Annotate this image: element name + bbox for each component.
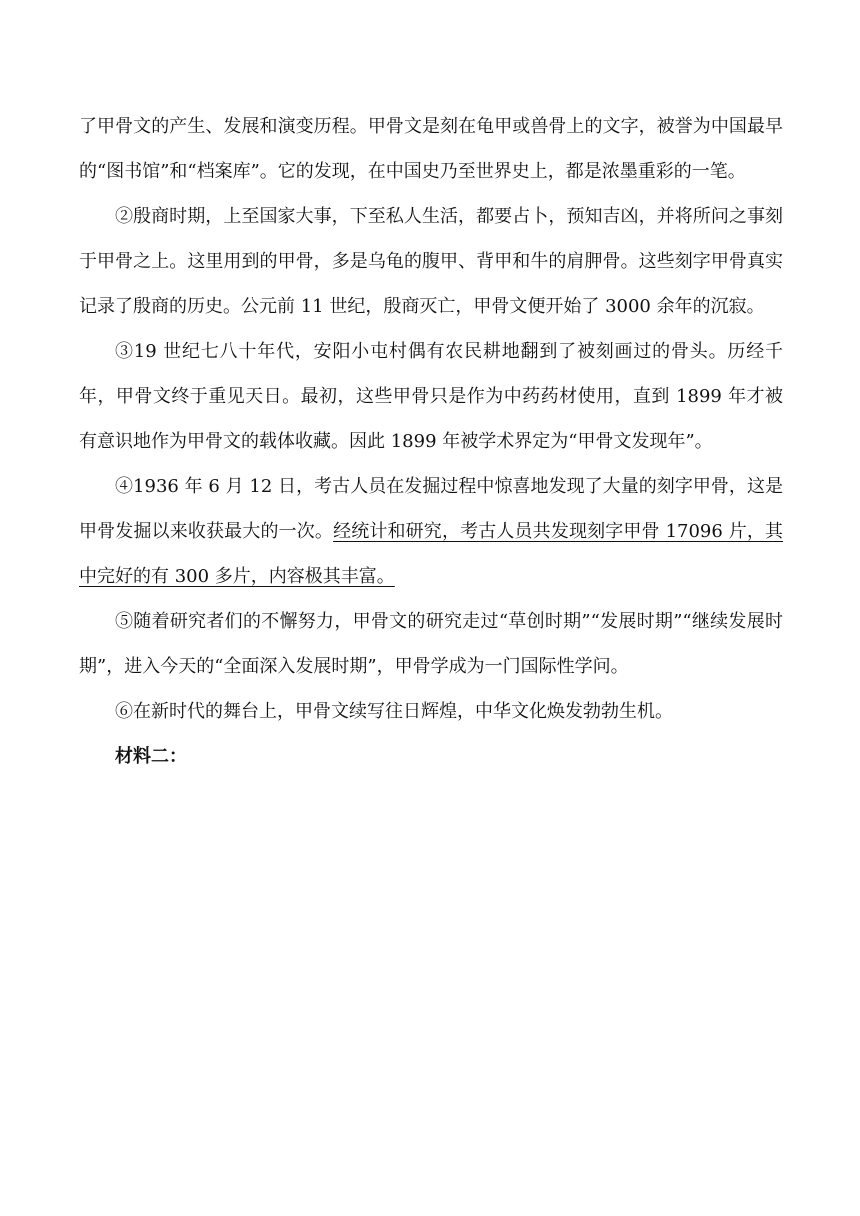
paragraph-3: ③19 世纪七八十年代，安阳小屯村偶有农民耕地翻到了被刻画过的骨头。历经千年，甲骨文终于重见天日。最初，这些甲骨只是作为中药药材使用，直到 1899 年才被有意识地作为甲骨文的载体收藏。因此 1899 年被学术界定为“甲骨文发现年”。 [79,341,783,452]
paragraph-6: ⑥在新时代的舞台上，甲骨文续写往日辉煌，中华文化焕发勃勃生机。 [115,701,673,722]
paragraph-4 [79,464,783,599]
underlined-sentence: 经统计和研究，考古人员共发现刻字甲骨 17096 片，其中完好的有 300 多片，内容极其丰富。 [79,521,784,587]
paragraph-2: ②殷商时期，上至国家大事，下至私人生活，都要占卜，预知吉凶，并将所问之事刻于甲骨之上。这里用到的甲骨，多是乌龟的腹甲、背甲和牛的肩胛骨。这些刻字甲骨真实记录了殷商的历史。公元前 11 世纪，殷商灭亡，甲骨文便开始了 3000 余年的沉寂。 [79,206,783,317]
paragraph-continuation: 了甲骨文的产生、发展和演变历程。甲骨文是刻在龟甲或兽骨上的文字，被誉为中国最早的“图书馆”和“档案库”。它的发现，在中国史乃至世界史上，都是浓墨重彩的一笔。 [79,116,783,182]
document-page [79,104,783,779]
paragraph-4-text: ④1936 年 6 月 12 日，考古人员在发掘过程中惊喜地发现了大量的刻字甲骨，这是甲骨发掘以来收获最大的一次。 [79,476,783,542]
paragraph-5: ⑤随着研究者们的不懈努力，甲骨文的研究走过“草创时期”“发展时期”“继续发展时期”，进入今天的“全面深入发展时期”，甲骨学成为一门国际性学问。 [79,611,783,677]
section-label: 材料二： [115,746,187,767]
